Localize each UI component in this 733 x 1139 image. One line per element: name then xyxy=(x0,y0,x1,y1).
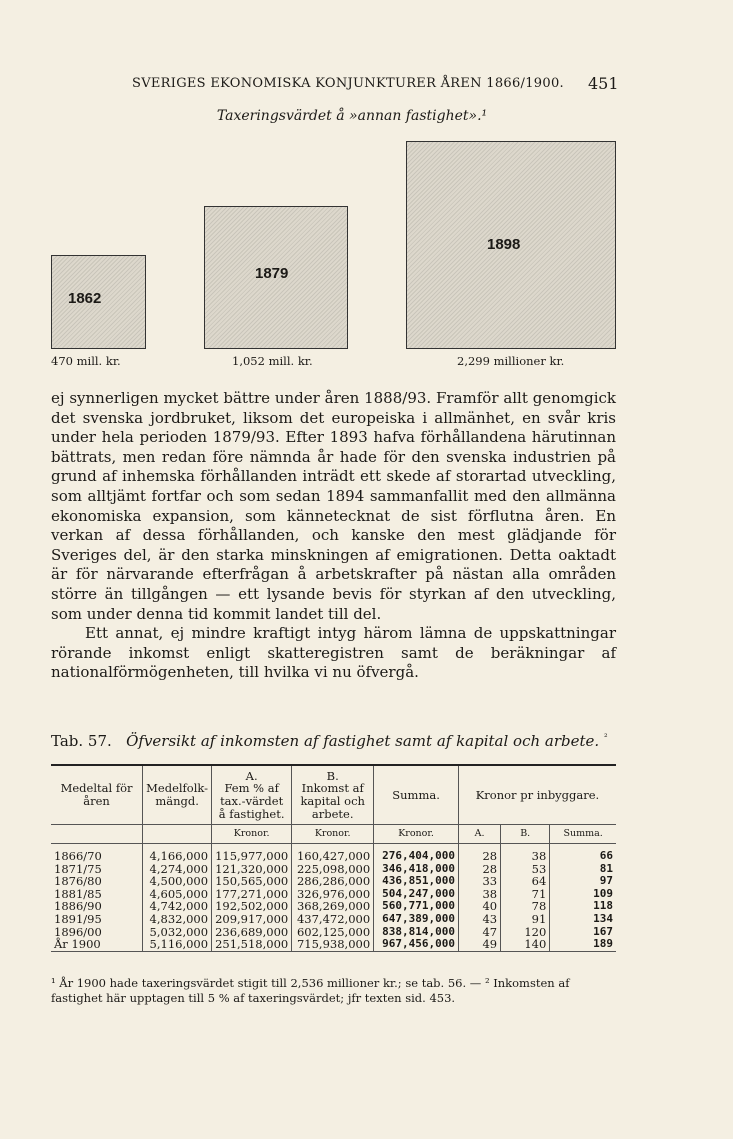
col-header-a xyxy=(212,765,292,825)
table-cell-a: 251,518,000 xyxy=(212,938,292,951)
table-cell-ps: 134 xyxy=(550,913,616,926)
table-cell-period: 1871/75 xyxy=(54,861,102,876)
table-cell-period: År 1900 xyxy=(51,938,143,951)
table-cell-pb: 38 xyxy=(501,850,550,863)
pc-header-summa: Summa. xyxy=(550,825,616,844)
table-cell-period: 1891/95 xyxy=(54,911,102,926)
table-cell-period: 1896/00 xyxy=(54,924,102,939)
table-cell-sum: 276,404,000 xyxy=(374,850,459,863)
table-cell-period: 1866/70 xyxy=(54,849,102,863)
square-caption: 2,299 millioner kr. xyxy=(457,354,565,368)
table-cell-ps: 66 xyxy=(550,850,616,863)
table-row xyxy=(51,938,616,951)
page-number: 451 xyxy=(588,74,619,93)
paragraph: Ett annat, ej mindre kraftigt intyg härom lämna de uppskattningar rörande inkomst enligt skatteregistren samt de beräkningar af nationalförmögenheten, till hvilka vi nu öfvergå. xyxy=(51,624,616,682)
table-row xyxy=(51,850,616,863)
table-cell-pop: 5,032,000 xyxy=(143,926,212,939)
table-cell-b: 437,472,000 xyxy=(292,913,374,926)
table-cell-pa: 43 xyxy=(458,913,500,926)
col-header-b xyxy=(292,765,374,825)
table-cell-pa: 38 xyxy=(458,888,500,901)
unit-label: Kronor. xyxy=(292,825,374,844)
table-cell-pa: 40 xyxy=(458,900,500,913)
table-cell-ps: 81 xyxy=(550,863,616,876)
table-caption: Öfversikt af inkomsten af fastighet samt af kapital och arbete. xyxy=(126,732,600,750)
table-cell-sum: 436,851,000 xyxy=(374,875,459,888)
table-cell-b: 160,427,000 xyxy=(292,850,374,863)
table-cell-pb: 71 xyxy=(501,888,550,901)
table-cell-pb: 64 xyxy=(501,875,550,888)
table-cell-b: 602,125,000 xyxy=(292,926,374,939)
table-cell-pop: 4,742,000 xyxy=(143,900,212,913)
table-cell-pop: 4,166,000 xyxy=(143,850,212,863)
square-1879 xyxy=(204,206,348,349)
running-title: SVERIGES EKONOMISKA KONJUNKTURER ÅREN 1866/1900. xyxy=(132,76,564,91)
unit-label: Kronor. xyxy=(212,825,292,844)
table-cell-pb: 78 xyxy=(501,900,550,913)
table-cell-sum: 838,814,000 xyxy=(374,926,459,939)
table-cell-ps: 97 xyxy=(550,875,616,888)
body-text xyxy=(51,389,616,683)
pc-header-a: A. xyxy=(458,825,500,844)
square-year-label: 1898 xyxy=(487,236,521,253)
table-cell-period: 1881/85 xyxy=(54,886,102,901)
table-cell-b: 286,286,000 xyxy=(292,875,374,888)
table-cell-b: 715,938,000 xyxy=(292,938,374,951)
table-cell-ps: 109 xyxy=(550,888,616,901)
figure-title: Taxeringsvärdet å »annan fastighet».¹ xyxy=(216,108,488,124)
col-header-b-text: Inkomst af kapital och arbete. xyxy=(300,781,365,821)
footnotes: ¹ År 1900 hade taxeringsvärdet stigit till 2,536 millioner kr.; se tab. 56. — ² Inkomsten af fastighet här upptagen till 5 % af taxeringsvärdet; jfr texten sid. 453. xyxy=(51,976,570,1005)
col-header-a-letter: A. xyxy=(245,768,258,783)
income-table xyxy=(51,764,616,952)
square-caption: 1,052 mill. kr. xyxy=(232,354,313,368)
unit-label: Kronor. xyxy=(374,825,459,844)
table-cell-pop: 4,605,000 xyxy=(143,888,212,901)
table-cell-pa: 28 xyxy=(458,850,500,863)
table-row xyxy=(51,875,616,888)
table-cell-pop: 4,274,000 xyxy=(143,863,212,876)
col-header-b-letter: B. xyxy=(326,768,339,783)
table-label: Tab. 57. xyxy=(51,732,112,750)
table-cell-b: 326,976,000 xyxy=(292,888,374,901)
table-cell-pop: 4,832,000 xyxy=(143,913,212,926)
col-header-period: Medeltal för åren xyxy=(60,781,133,808)
table-cell-pb: 140 xyxy=(501,938,550,951)
table-cell-pb: 53 xyxy=(501,863,550,876)
table-cell-sum: 647,389,000 xyxy=(374,913,459,926)
table-title xyxy=(51,732,608,750)
square-caption: 470 mill. kr. xyxy=(51,354,121,368)
table-cell-pop: 5,116,000 xyxy=(143,938,212,951)
table-cell-sum: 560,771,000 xyxy=(374,900,459,913)
table-cell-a: 121,320,000 xyxy=(212,863,292,876)
table-cell-pop: 4,500,000 xyxy=(143,875,212,888)
col-header-per-capita: Kronor pr inbyggare. xyxy=(458,765,616,824)
table-row xyxy=(51,913,616,926)
table-cell-pa: 33 xyxy=(458,875,500,888)
table-cell-a: 115,977,000 xyxy=(212,850,292,863)
table-cell-pa: 28 xyxy=(458,863,500,876)
col-header-summa: Summa. xyxy=(374,765,459,825)
table-cell-ps: 118 xyxy=(550,900,616,913)
paragraph: ej synnerligen mycket bättre under åren 1888/93. Framför allt genomgick det svenska jordbruket, liksom det europeiska i allmänhet, en svår kris under hela perioden 1879/93. Efter 1893 hafva förhållandena härutinnan bättrats, men redan före nämnda år hade för den svenska industrien på grund af inhemska förhållanden inträdt ett skede af storartad utveckling, som alltjämt fortfar och som sedan 1894 sammanfallit med den allmänna ekonomiska expansion, som kännetecknat de sist förflutna åren. En verkan af dessa förhållanden, och kanske den mest glädjande för Sveriges del, är den starka minskningen af emigrationen. Detta oaktadt är för närvarande efterfrågan å arbetskrafter på nästan alla områden större än tillgången — ett lysande bevis för styrkan af den utveckling, som under denna tid kommit landet till del. xyxy=(51,389,616,623)
table-cell-period: 1876/80 xyxy=(54,874,102,889)
table-cell-pa: 47 xyxy=(458,926,500,939)
table-cell-sum: 504,247,000 xyxy=(374,888,459,901)
table-cell-a: 192,502,000 xyxy=(212,900,292,913)
table-cell-ps: 189 xyxy=(550,938,616,951)
col-header-population: Medelfolk-mängd. xyxy=(143,765,212,825)
table-title-note: ² xyxy=(603,733,608,743)
square-1862 xyxy=(51,255,146,349)
table-cell-b: 225,098,000 xyxy=(292,863,374,876)
table-cell-pb: 91 xyxy=(501,913,550,926)
square-year-label: 1879 xyxy=(255,265,289,282)
table-cell-sum: 346,418,000 xyxy=(374,863,459,876)
table-cell-b: 368,269,000 xyxy=(292,900,374,913)
table-cell-pb: 120 xyxy=(501,926,550,939)
table-cell-a: 177,271,000 xyxy=(212,888,292,901)
table-cell-period: 1886/90 xyxy=(54,899,102,914)
square-1898 xyxy=(406,141,616,349)
square-year-label: 1862 xyxy=(68,290,102,307)
table-cell-a: 150,565,000 xyxy=(212,875,292,888)
table-cell-a: 209,917,000 xyxy=(212,913,292,926)
table-cell-pa: 49 xyxy=(458,938,500,951)
table-cell-sum: 967,456,000 xyxy=(374,938,459,951)
table-cell-ps: 167 xyxy=(550,926,616,939)
pc-header-b: B. xyxy=(501,825,550,844)
col-header-a-text: Fem % af tax.-värdet å fastighet. xyxy=(218,781,285,821)
table-cell-a: 236,689,000 xyxy=(212,926,292,939)
